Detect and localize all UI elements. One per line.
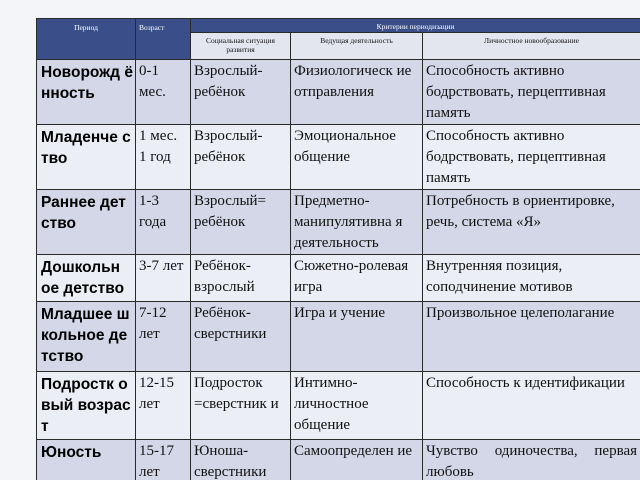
table-row (37, 302, 640, 372)
age-cell: 1-3 года (136, 190, 191, 255)
period-cell: Раннее детство (37, 190, 136, 255)
age-cell: 12-15 лет (136, 372, 191, 440)
neoformation-cell: Чувство одиночества, первая любовь (423, 440, 640, 480)
neoformation-cell: Внутренняя позиция, соподчинение мотивов (423, 255, 640, 302)
period-cell: Младенче ство (37, 125, 136, 190)
activity-cell: Физиологическ ие отправления (291, 60, 423, 125)
social-cell: Подросток =сверстник и (191, 372, 291, 440)
activity-cell: Интимно-личностное общение (291, 372, 423, 440)
period-cell: Младшее школьное детство (37, 302, 136, 372)
activity-cell: Самоопределен ие (291, 440, 423, 480)
age-cell: 15-17 лет (136, 440, 191, 480)
table-row (37, 372, 640, 440)
social-cell: Взрослый-ребёнок (191, 60, 291, 125)
neoformation-cell: Способность активно бодрствовать, перцептивная память (423, 60, 640, 125)
social-cell: Ребёнок-взрослый (191, 255, 291, 302)
age-cell: 0-1 мес. (136, 60, 191, 125)
header-criteria: Критерии периодизации (191, 19, 640, 33)
neoformation-cell: Потребность в ориентировке, речь, система «Я» (423, 190, 640, 255)
social-cell: Взрослый-ребёнок (191, 125, 291, 190)
period-cell: Юность (37, 440, 136, 480)
header-neoformation: Личностное новообразование (423, 33, 640, 60)
activity-cell: Игра и учение (291, 302, 423, 372)
table-row (37, 60, 640, 125)
table-row (37, 190, 640, 255)
age-cell: 3-7 лет (136, 255, 191, 302)
activity-cell: Сюжетно-ролевая игра (291, 255, 423, 302)
neoformation-cell: Способность к идентификации (423, 372, 640, 440)
period-cell: Дошкольн ое детство (37, 255, 136, 302)
social-cell: Ребёнок-сверстники (191, 302, 291, 372)
neoformation-cell: Произвольное целеполагание (423, 302, 640, 372)
age-cell: 1 мес. 1 год (136, 125, 191, 190)
period-cell: Подростк овый возраст (37, 372, 136, 440)
table-row (37, 125, 640, 190)
header-period: Период (37, 19, 136, 60)
social-cell: Юноша-сверстники (191, 440, 291, 480)
social-cell: Взрослый= ребёнок (191, 190, 291, 255)
age-cell: 7-12 лет (136, 302, 191, 372)
period-cell: Новорожд ённость (37, 60, 136, 125)
header-activity: Ведущая деятельность (291, 33, 423, 60)
activity-cell: Предметно-манипулятивна я деятельность (291, 190, 423, 255)
header-social: Социальная ситуация развития (191, 33, 291, 60)
header-age: Возраст (136, 19, 191, 60)
neoformation-cell: Способность активно бодрствовать, перцептивная память (423, 125, 640, 190)
activity-cell: Эмоциональное общение (291, 125, 423, 190)
table-row (37, 255, 640, 302)
periodization-table (36, 18, 640, 480)
table-row (37, 440, 640, 480)
